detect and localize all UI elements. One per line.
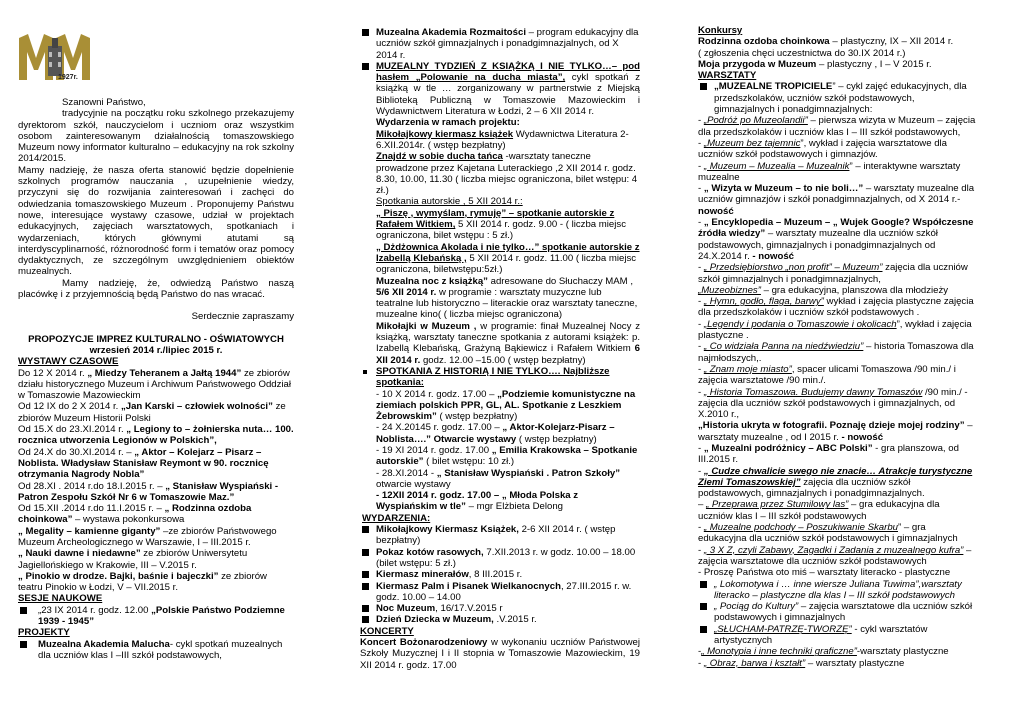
contest-item: Rodzinna ozdoba choinkowa – plastyczny, IX – XII 2014 r. bbox=[698, 36, 954, 48]
museum-logo bbox=[18, 28, 92, 82]
event-item: Mikołajki w Muzeum , w programie: finał Muzealnej Nocy z książką, warsztaty taneczne spotkania z autorami książek: p. Izabellą Klebańską, Grażyną Bąkiewicz i Rafałem Witkiem 6 XII 2014 r. godz. 12.00 –15.00 ( wstęp bezpłatny) bbox=[376, 320, 640, 366]
project-item: Muzealna Akademia Malucha- cykl spotkań muzealnych dla uczniów klas I –III szkół podstawowych, bbox=[18, 639, 294, 662]
meeting-item: - 19 XI 2014 r. godz. 17.00 „ Emilia Krakowska – Spotkanie autorskie” ( bilet wstępu: 10 zł.) bbox=[376, 444, 638, 468]
workshop-item: - „ Obraz, barwa i kształt” – warsztaty plastyczne bbox=[698, 657, 905, 669]
event-item: „ Piszę , wymyślam, rymuję” – spotkanie autorskie z Rafałem Witkiem, 5 XII 2014 r. godz. 9.00 - ( liczba miejsc ograniczona, bilet wstępu : 5 zł.) bbox=[376, 207, 626, 242]
author-meetings-label: Spotkania autorskie , 5 XII 2014 r.: bbox=[376, 196, 523, 208]
workshop-item: - „Podróż po Muzeolandii” – pierwsza wizyta w Muzeum – zajęcia dla przedszkolaków i uczniów klas I – III szkół podstawowych, bbox=[698, 115, 976, 138]
section-workshops: WARSZTATY bbox=[698, 70, 757, 82]
workshop-item: - Proszę Państwa oto miś – warsztaty literacko - plastyczne bbox=[698, 567, 951, 579]
intro-paragraph: tradycyjnie na początku roku szkolnego przekazujemy dyrektorom szkół, nauczycielom i uczniom oraz wszystkim osobom zainteresowanym działalnością tomaszowskiego Muzeum nowy informator kulturalno – edukacyjny na rok szkolny 2014/2015. bbox=[18, 108, 294, 165]
exhibition-item: Od 24.X do 30.XI.2014 r. – „ Aktor – Kolejarz – Pisarz – Noblista. Władysław Stanisław Reymont w 90. rocznicę otrzymania Nagrody Nobla” bbox=[18, 446, 269, 481]
history-meetings-heading: SPOTKANIA Z HISTORIĄ I NIE TYLKO…. Najbliższe spotkania: bbox=[360, 366, 640, 389]
main-subheading: wrzesień 2014 r./lipiec 2015 r. bbox=[89, 344, 223, 356]
session-item: „23 IX 2014 r. godz. 12.00 „Polskie Państwo Podziemne 1939 - 1945” bbox=[18, 605, 294, 628]
meeting-item: - 28.XI.2014 - „ Stanisław Wyspiański . Patron Szkoły” otwarcie wystawy bbox=[376, 467, 621, 490]
contest-note: ( zgłoszenia chęci uczestnictwa do 30.IX 2014 r.) bbox=[698, 47, 906, 59]
event-item: Znajdź w sobie ducha tańca -warsztaty taneczne prowadzone przez Kajetana Luterackiego ,2 XII 2014 r. godz. 8.30, 10.00, 11.30 ( liczba miejsc ograniczona, bilet wstępu: 4 zł.) bbox=[376, 151, 638, 197]
exhibition-item: Od 15.X do 23.XI.2014 r. „ Legiony to – żołnierska nuta… 100. rocznica utworzenia Legionów w Polskich”, bbox=[18, 424, 294, 447]
workshop-item: - „ Hymn, godło, flaga, barwy” wykład i zajęcia plastyczne zajęcia dla przedszkolaków i uczniów szkół podstawowych . bbox=[698, 296, 974, 319]
greeting: Szanowni Państwo, bbox=[62, 97, 146, 108]
workshop-item: - „ Wizyta w Muzeum – to nie boli…” – warsztaty muzealne dla uczniów gimnazjów i szkół ponadgimnazjalnych, od X 2014 r.- nowość bbox=[698, 183, 975, 217]
workshop-series: „MUZEALNE TROPICIELE” – cykl zajęć edukacyjnych, dla przedszkolaków, uczniów szkół podstawowych, gimnazjalnych i ponadgimnazjalnych: bbox=[698, 81, 976, 115]
exhibition-item: „ Nauki dawne i niedawne” ze zbiorów Uniwersytetu Jagiellońskiego w Krakowie, III – V.2015 r. bbox=[18, 548, 248, 571]
workshop-item: - „ Muzealni podróżnicy – ABC Polski” - gra planszowa, od III.2015 r. bbox=[698, 442, 959, 466]
regards: Serdecznie zapraszamy bbox=[191, 311, 294, 323]
exhibition-item: „ Megality – kamienne giganty” –ze zbiorów Państwowego Muzeum Archeologicznego w Warszawie, I – III.2015 r. bbox=[18, 525, 277, 548]
event-item: Dzień Dziecka w Muzeum, .V.2015 r. bbox=[360, 614, 640, 625]
section-contests: Konkursy bbox=[698, 25, 743, 36]
workshop-item: - „ 3 X Z, czyli Zabawy, Zagadki i Zadania z muzealnego kufra” – zajęcia warsztatowe dla uczniów szkół podstawowych bbox=[698, 544, 972, 567]
workshop-item: - „Muzeum bez tajemnic”, wykład i zajęcia warsztatowe dla uczniów szkół podstawowych i gimnazjów. bbox=[698, 137, 948, 161]
workshop-item: - „ Co widziała Panna na niedźwiedziu” – historia Tomaszowa dla najmłodszych,. bbox=[698, 341, 974, 364]
offer-paragraph: Mamy nadzieję, że nasza oferta stanowić będzie dopełnienie szkolnych programów nauczania , uzupełnienie wiedzy, przyczyni się do rozwijania zainteresowań i zachęci do odwiedzania tomaszowskiego Muzeum . Proponujemy Państwu nowe, interesujące wystawy czasowe, udział w projektach edukacyjnych, zajęciach warsztatowych, spotkaniach i wydarzeniach, których głównymi atutami są interdyscyplinarność, różnorodność form i tematów oraz pomocy dydaktycznych, ze szczególnym uwzględnieniem obiektów muzealnych. bbox=[18, 164, 294, 278]
workshop-item: - „ Encyklopedia – Muzeum – „ Wujek Google? Współczesne źródła wiedzy” – warsztaty muzealne dla uczniów szkół podstawowych, gimnazjalnych i ponadgimnazjalnych od 24.X.2014 r. - nowość bbox=[698, 217, 974, 262]
logo-year: 1927r. bbox=[58, 74, 78, 81]
exhibition-item: Od 12 IX do 2 X 2014 r. „Jan Karski – człowiek wolności” ze zbiorów Muzeum Historii Polski bbox=[18, 401, 286, 424]
event-item: Pokaz kotów rasowych, 7.XII.2013 r. w godz. 10.00 – 18.00 (bilet wstępu: 5 zł.) bbox=[360, 547, 640, 570]
workshop-item: - „ Muzeum – Muzealia – Muzealnik” – interaktywne warsztaty muzealne bbox=[698, 160, 961, 183]
event-item: Mikołajkowy kiermasz książek Wydawnictwa Literatura 2-6.XII.2014r. ( wstęp bezpłatny) bbox=[376, 128, 629, 151]
workshop-item: - „ Historia Tomaszowa. Budujemy dawny Tomaszów /90 min./ - zajęcia dla uczniów szkół podstawowych i gimnazjalnych, od X.2010 r., bbox=[698, 386, 968, 421]
meeting-item: - 24 X.20145 r. godz. 17.00 – „ Aktor-Kolejarz-Pisarz – Noblista….” Otwarcie wystawy ( wstęp bezpłatny) bbox=[376, 422, 615, 445]
closing-paragraph: Mamy nadzieję, że, odwiedzą Państwo naszą placówkę i z przyjemnością będą Państwo do nas wracać. bbox=[18, 277, 294, 301]
project-item: Muzealna Akademia Rozmaitości – program edukacyjny dla uczniów szkół gimnazjalnych i ponadgimnazjalnych, od X 2014 r. bbox=[360, 27, 640, 61]
workshop-item: „ Lokomotywa i … inne wiersze Juliana Tuwima”,warsztaty literacko – plastyczne dla klas I – III szkół podstawowych bbox=[698, 579, 976, 602]
workshop-item: „Historia ukryta w fotografii. Poznaję dzieje mojej rodziny” – warsztaty muzealne , od I 2015 r. - nowość bbox=[698, 420, 973, 443]
workshop-item: - „ Muzealne podchody – Poszukiwanie Skarbu” – gra edukacyjna dla uczniów szkół podstawowych i gimnazjalnych bbox=[698, 522, 958, 545]
event-item: Noc Muzeum, 16/17.V.2015 r bbox=[360, 603, 640, 614]
exhibition-item: Od 28.XI . 2014 r.do 18.I.2015 r. – „ Stanisław Wyspiański - Patron Zespołu Szkół Nr 6 w Tomaszowie Maz.” bbox=[18, 480, 279, 503]
concert-item: Koncert Bożonarodzeniowy w wykonaniu uczniów Państwowej Szkoły Muzycznej I i II stopnia w Tomaszowie Mazowieckim, 19 XII 2014 r. godz. 17.00 bbox=[360, 637, 640, 671]
workshop-item: „Muzeobiznes” – gra edukacyjna, planszowa dla młodzieży bbox=[698, 284, 949, 296]
section-concerts: KONCERTY bbox=[360, 625, 414, 637]
event-item: Mikołajkowy Kiermasz Książek, 2-6 XII 2014 r. ( wstęp bezpłatny) bbox=[360, 524, 640, 547]
workshop-item: - „Legendy i podania o Tomaszowie i okolicach”, wykład i zajęcia plastyczne . bbox=[698, 318, 972, 342]
event-item: Kiermasz Palm i Pisanek Wielkanocnych, 27.III.2015 r. w. godz. 10.00 – 14.00 bbox=[360, 581, 640, 604]
exhibition-item: Do 12 X 2014 r. „ Miedzy Teheranem a Jałtą 1944” ze zbiorów działu historycznego Muzeum i Archiwum Państwowego Oddział w Tomaszowie Mazowieckim bbox=[18, 367, 292, 402]
exhibition-item: „ Pinokio w drodze. Bajki, baśnie i bajeczki” ze zbiorów teatru Pinokio w Łodzi, V – VII.2015 r. bbox=[18, 570, 267, 594]
column-intro bbox=[18, 97, 294, 661]
event-item: „ Dżdżownica Akolada i nie tylko…” spotkanie autorskie z Izabellą Klebańską , 5 XII 2014 r. godz. 11.00 ( liczba miejsc ograniczona, biletwstępu:5zł.) bbox=[376, 241, 640, 276]
workshop-item: - „ Cudze chwalicie swego nie znacie… Atrakcje turystyczne Ziemi Tomaszowskiej” zajęcia dla uczniów szkół podstawowych, gimnazjalnych i ponadgimnazjalnych. bbox=[698, 465, 973, 500]
contest-item: Moja przygoda w Muzeum – plastyczny , I – V 2015 r. bbox=[698, 58, 932, 70]
workshop-item: - „ Znam moje miasto”, spacer ulicami Tomaszowa /90 min./ i zajęcia warsztatowe /90 min./. bbox=[698, 363, 956, 387]
section-sessions: SESJE NAUKOWE bbox=[18, 593, 103, 605]
meeting-item: - 10 X 2014 r. godz. 17.00 – „Podziemie komunistyczne na ziemiach polskich PPR, GL, AL. Spotkanie z Leszkiem Żebrowskim” ( wstęp bezpłatny) bbox=[376, 388, 636, 423]
section-projects: PROJEKTY bbox=[18, 627, 70, 639]
section-exhibitions: WYSTAWY CZASOWE bbox=[18, 356, 119, 368]
column-programs bbox=[360, 27, 640, 671]
project-item: MUZEALNY TYDZIEŃ Z KSIĄŻKĄ I NIE TYLKO…– pod hasłem „Polowanie na ducha miasta”, cykl spotkań z książką w tle … zorganizowany w partnerstwie z Miejską Biblioteką Publiczną w Tomaszowie Mazowieckim i Wydawnictwem Literatura w Łodzi, 2 – 6 XII 2014 r. bbox=[360, 61, 640, 117]
section-events: WYDARZENIA: bbox=[362, 512, 431, 524]
workshop-item: -„ Monotypia i inne techniki graficzne”-warsztaty plastyczne bbox=[698, 646, 949, 658]
workshop-item: „ Pociąg do Kultury” – zajęcia warsztatowe dla uczniów szkół podstawowych i gimnazjalnych bbox=[698, 601, 976, 624]
column-workshops bbox=[698, 25, 976, 669]
events-label: Wydarzenia w ramach projektu: bbox=[376, 117, 520, 129]
workshop-item: „SŁUCHAM-PATRZĘ-TWORZĘ” - cykl warsztatów artystycznych bbox=[698, 624, 976, 647]
event-item: Kiermasz minerałów, 8 III.2015 r. bbox=[360, 569, 640, 580]
workshop-item: – „ Przeprawa przez Stumilowy las” – gra edukacyjna dla uczniów klas I – III szkół podstawowych bbox=[698, 499, 940, 522]
exhibition-item: Od 15.XII .2014 r.do 11.I.2015 r. – „ Rodzinna ozdoba choinkowa” – wystawa pokonkursowa bbox=[18, 503, 252, 526]
main-heading: PROPOZYCJE IMPREZ KULTURALNO - OŚWIATOWYCH bbox=[28, 333, 284, 345]
workshop-item: - „ Przedsiębiorstwo „non profit” – Muzeum” zajęcia dla uczniów szkół gimnazjalnych i ponadgimnazjalnych, bbox=[698, 262, 968, 285]
meeting-item: - 12XII 2014 r. godz. 17.00 – „ Młoda Polska z Wyspiańskim w tle” – mgr Elżbieta Delong bbox=[376, 490, 579, 513]
event-item: Muzealna noc z książką” adresowane do Słuchaczy MAM , 5/6 XII 2014 r. w programie : warsztaty muzyczne lub teatralne lub historyczno – literackie oraz warsztaty taneczne, muzealne kino( ( liczba miejsc ograniczona) bbox=[376, 275, 638, 321]
